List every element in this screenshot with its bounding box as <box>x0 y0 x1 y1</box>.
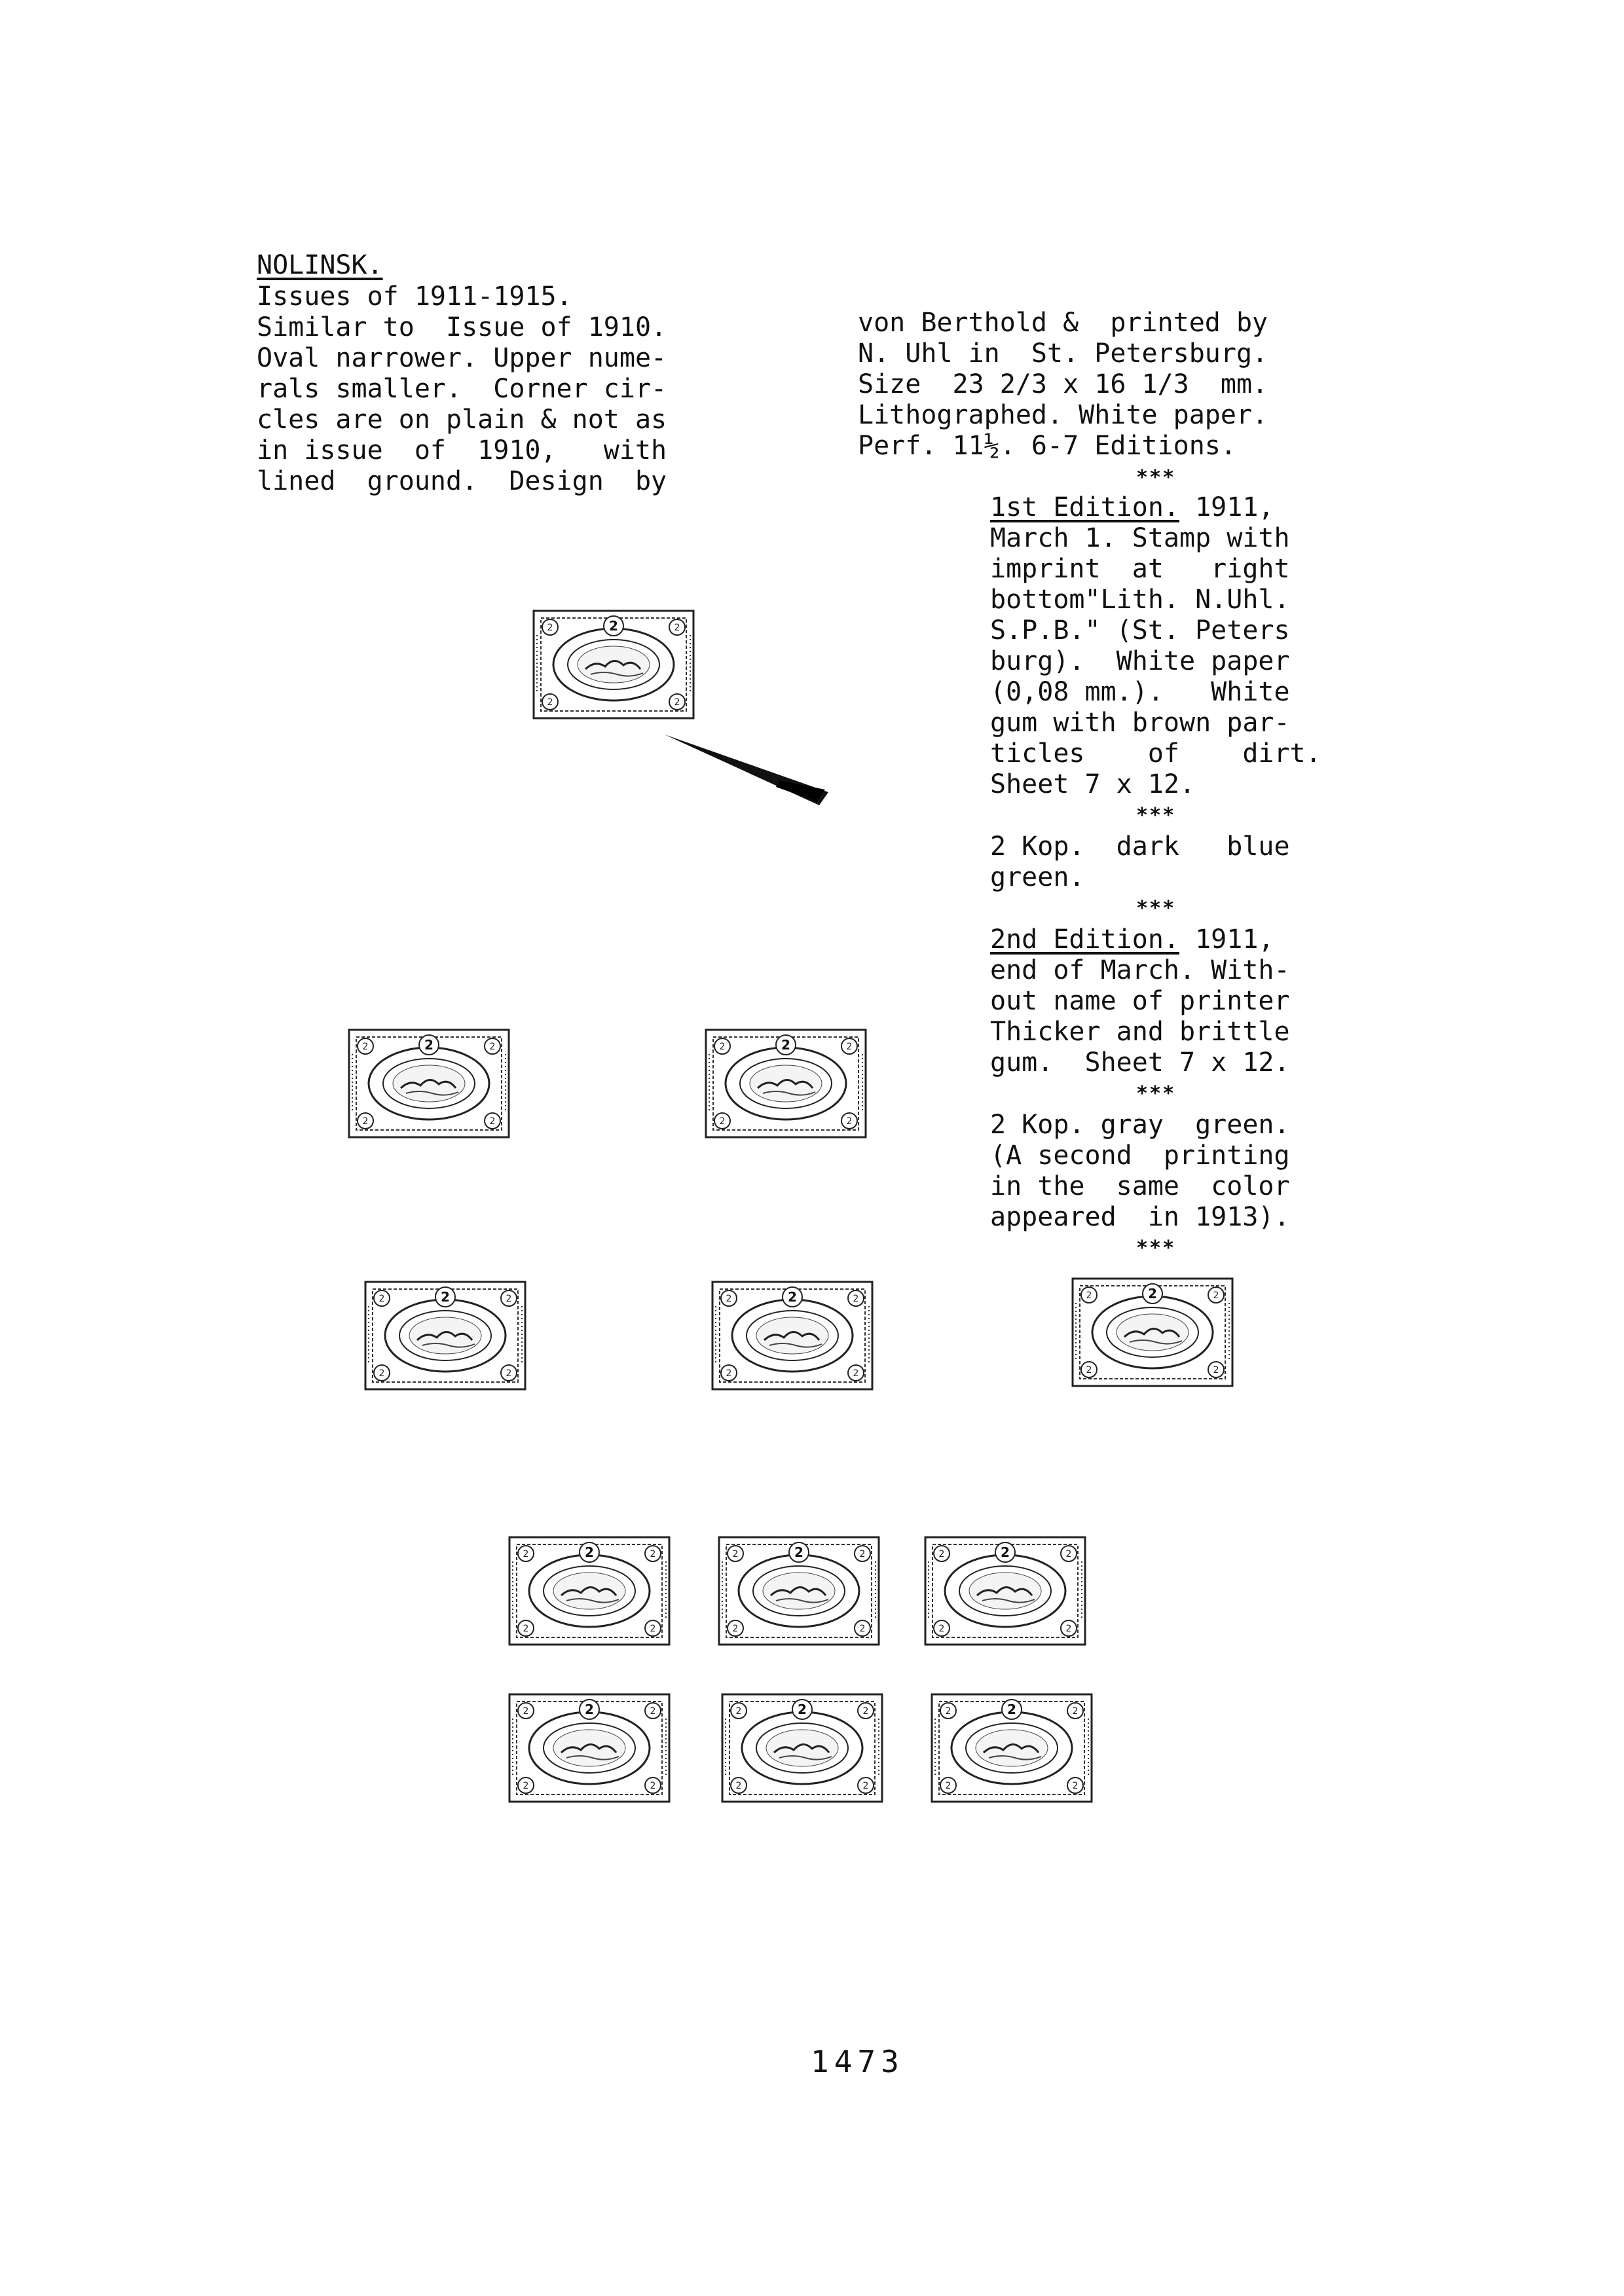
tweezers-image <box>665 733 828 805</box>
right-column-line-3: Size 23 2/3 x 16 1/3 mm. <box>858 369 1268 399</box>
stamp-image <box>1071 1277 1234 1388</box>
first-edition-line: (0,08 mm.). White <box>990 677 1290 707</box>
left-column-line-7: lined ground. Design by <box>257 466 667 496</box>
second-edition-line: Thicker and brittle <box>990 1017 1290 1047</box>
second-edition-line: end of March. With- <box>990 955 1290 985</box>
left-column-line-3: Oval narrower. Upper nume- <box>257 343 667 373</box>
separator-stars: *** <box>1136 1082 1176 1105</box>
left-column-line-5: cles are on plain & not as <box>257 405 667 435</box>
second-edition-line: gum. Sheet 7 x 12. <box>990 1048 1290 1078</box>
separator-stars: *** <box>1136 466 1176 489</box>
separator-stars: *** <box>1136 897 1176 920</box>
first-edition-variety: 2 Kop. dark blue <box>990 831 1290 862</box>
first-edition-line: S.P.B." (St. Peters <box>990 615 1290 646</box>
first-edition-year: 1911, <box>1179 492 1274 522</box>
first-edition-line: Sheet 7 x 12. <box>990 769 1196 799</box>
first-edition-variety: green. <box>990 862 1085 892</box>
second-edition-variety: in the same color <box>990 1171 1290 1201</box>
page-heading: NOLINSK. <box>257 250 383 280</box>
first-edition-line: ticles of dirt. <box>990 738 1321 769</box>
left-column-line-6: in issue of 1910, with <box>257 435 667 465</box>
stamp-image <box>507 1692 671 1804</box>
second-edition-line: out name of printer <box>990 986 1290 1016</box>
stamp-image <box>923 1535 1087 1647</box>
separator-stars: *** <box>1136 804 1176 827</box>
separator-stars: *** <box>1136 1237 1176 1260</box>
first-edition-line: gum with brown par- <box>990 708 1290 738</box>
first-edition-line: bottom"Lith. N.Uhl. <box>990 585 1290 615</box>
second-edition-variety: appeared in 1913). <box>990 1202 1290 1232</box>
stamp-image <box>720 1692 884 1804</box>
first-edition-heading <box>990 492 1274 522</box>
right-column-line-5: Perf. 11½. 6-7 Editions. <box>858 431 1236 461</box>
second-edition-variety: (A second printing <box>990 1140 1290 1171</box>
first-edition-line: burg). White paper <box>990 646 1290 676</box>
first-edition-line: March 1. Stamp with <box>990 523 1290 553</box>
stamp-image <box>704 1028 868 1139</box>
stamp-image <box>507 1535 671 1647</box>
right-column-line-1: von Berthold & printed by <box>858 308 1268 338</box>
left-column-line-1: Issues of 1911-1915. <box>257 282 572 312</box>
right-column-line-4: Lithographed. White paper. <box>858 400 1268 430</box>
second-edition-year: 1911, <box>1179 924 1274 955</box>
second-edition-label: 2nd Edition. <box>990 924 1179 955</box>
second-edition-variety: 2 Kop. gray green. <box>990 1110 1290 1140</box>
stamp-image <box>363 1280 527 1391</box>
stamp-image <box>710 1280 874 1391</box>
second-edition-heading <box>990 924 1274 955</box>
left-column-line-4: rals smaller. Corner cir- <box>257 374 667 404</box>
first-edition-label: 1st Edition. <box>990 492 1179 522</box>
stamp-image <box>532 609 695 720</box>
stamp-image <box>347 1028 511 1139</box>
stamp-image <box>717 1535 881 1647</box>
first-edition-line: imprint at right <box>990 554 1290 584</box>
right-column-line-2: N. Uhl in St. Petersburg. <box>858 338 1268 369</box>
stamp-image <box>930 1692 1094 1804</box>
left-column-line-2: Similar to Issue of 1910. <box>257 312 667 342</box>
page-number: 1473 <box>811 2044 904 2079</box>
